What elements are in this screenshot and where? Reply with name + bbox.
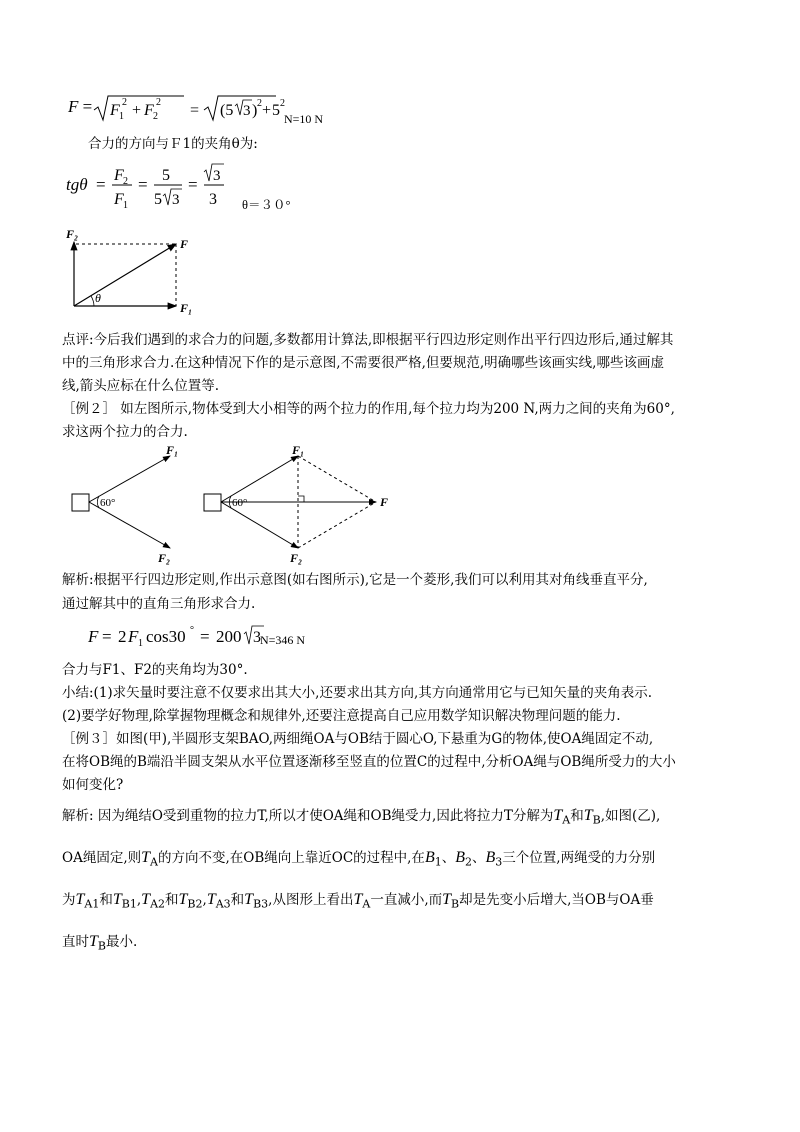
fig1-f1-label: F₁ — [180, 301, 193, 315]
svg-text:1: 1 — [119, 111, 124, 122]
example3-line-1: ［例３］如图(甲),半圆形支架BAO,两细绳OA与OB结于圆心O,下悬重为G的物体,使OA绳固定不动, — [62, 731, 654, 747]
svg-text:1: 1 — [138, 638, 143, 649]
svg-text:5: 5 — [272, 102, 280, 119]
svg-text:F: F — [128, 627, 139, 646]
right-f: F — [380, 495, 389, 509]
example3-line-2: 在将OB绳的B端沿半圆支架从水平位置逐渐移至竖直的位置C的过程中,分析OA绳与OB绳所受力的大小 — [62, 754, 676, 770]
summary-line-1: 小结:(1)求矢量时要注意不仅要求出其大小,还要求出其方向,其方向通常用它与已知矢量的夹角表示. — [62, 685, 653, 701]
left-angle: 60° — [100, 497, 116, 509]
svg-text:2: 2 — [123, 176, 128, 187]
t-b: T — [583, 807, 593, 824]
comment-line-1: 点评:今后我们遇到的求合力的问题,多数都用计算法,即根据平行四边形定则作出平行四边形后,通过解其 — [62, 332, 674, 348]
svg-text:3: 3 — [253, 629, 261, 646]
fig1-theta: θ — [95, 291, 101, 305]
left-box — [72, 494, 89, 511]
figure-two-forces — [70, 440, 410, 570]
svg-text:=: = — [138, 175, 148, 194]
left-f2: F₂ — [158, 551, 171, 565]
analysis3-line-4: 直时$T_B$最小. — [62, 933, 138, 953]
svg-text:3: 3 — [213, 168, 221, 184]
example2-line-1: ［例２］ 如左图所示,物体受到大小相等的两个拉力的作用,每个拉力均为200 N,两力之间的夹角为60°, — [62, 401, 675, 417]
eq1-result: N=10 N — [284, 112, 324, 126]
svg-text:°: ° — [190, 625, 194, 636]
svg-text:2: 2 — [118, 627, 127, 646]
resultant-vector — [74, 244, 176, 306]
svg-text:3: 3 — [243, 103, 251, 119]
right-f2: F₂ — [290, 551, 303, 565]
left-f1: F₁ — [166, 443, 179, 457]
svg-text:=: = — [102, 627, 112, 646]
analysis2-line-1: 解析:根据平行四边形定则,作出示意图(如右图所示),它是一个菱形,我们可以利用其对角线垂直平分, — [62, 572, 648, 588]
svg-text:F: F — [114, 191, 124, 208]
svg-text:=: = — [190, 102, 200, 119]
svg-text:(5: (5 — [220, 102, 234, 119]
svg-text:2: 2 — [280, 98, 285, 109]
example3-line-3: 如何变化? — [62, 777, 124, 793]
svg-text:=: = — [188, 175, 198, 194]
equation-resultant-magnitude: F = — [68, 97, 93, 116]
figure-force-rectangle — [64, 228, 204, 318]
analysis3-line-1: 解析: 因为绳结O受到重物的拉力T,所以才使OA绳和OB绳受力,因此将拉力T分解为$T_A$和$T_B$,如图(乙), — [62, 807, 661, 827]
svg-text:+: + — [132, 102, 142, 119]
svg-text:2: 2 — [257, 98, 262, 109]
analysis3-line-3: 为$T_{A1}$和$T_{B1},T_{A2}$和$T_{B2},T_{A3}$和$T_{B3}$,从图形上看出$T_A$一直减小,而$T_B$却是先变小后增大,当OB与OA垂 — [62, 891, 654, 911]
svg-text:3: 3 — [209, 191, 217, 208]
eq1-lhs: F — [68, 97, 79, 116]
svg-text:=: = — [200, 627, 210, 646]
svg-text:tgθ: tgθ — [66, 175, 88, 194]
svg-text:cos30: cos30 — [146, 627, 186, 646]
svg-text:=: = — [96, 175, 106, 194]
svg-text:F: F — [88, 627, 99, 646]
fig1-f2-label: F₂ — [66, 227, 79, 241]
comment-line-2: 中的三角形求合力.在这种情况下作的是示意图,不需要很严格,但要规范,明确哪些该画实线,哪些该画虚 — [62, 355, 664, 371]
example2-line-2: 求这两个拉力的合力. — [62, 424, 188, 440]
svg-text:3: 3 — [172, 192, 180, 208]
svg-text:2: 2 — [122, 97, 127, 108]
svg-text:+: + — [262, 102, 272, 119]
analysis2-line-2: 通过解其中的直角三角形求合力. — [62, 596, 256, 612]
svg-text:200: 200 — [216, 627, 242, 646]
svg-text:): ) — [252, 102, 258, 119]
summary-line-2: (2)要学好物理,除掌握物理概念和规律外,还要注意提高自己应用数学知识解决物理问题的能力. — [62, 708, 621, 724]
theta-value: θ＝３０° — [242, 198, 291, 212]
svg-text:5: 5 — [154, 191, 162, 208]
comment-line-3: 线,箭头应标在什么位置等. — [62, 378, 220, 394]
svg-text:F: F — [144, 102, 154, 119]
right-box — [204, 494, 221, 511]
angle-statement: 合力与F1、F2的夹角均为30°. — [62, 662, 248, 678]
svg-text:F: F — [114, 167, 124, 184]
svg-text:F: F — [110, 102, 120, 119]
t-a: T — [553, 807, 563, 824]
eq3-result: N=346 N — [260, 633, 306, 647]
direction-sentence: 合力的方向与Ｆ1的夹角θ为: — [88, 136, 258, 152]
right-angle: 60° — [232, 497, 248, 509]
fig1-f-label: F — [180, 237, 189, 251]
svg-text:5: 5 — [162, 167, 170, 184]
right-f1: F₁ — [292, 443, 305, 457]
svg-text:1: 1 — [123, 200, 128, 211]
svg-text:2: 2 — [156, 97, 161, 108]
analysis3-line-2: OA绳固定,则$T_A$的方向不变,在OB绳向上靠近OC的过程中,在$B_1$、$B_2$、$B_3$三个位置,两绳受的力分别 — [62, 849, 656, 869]
svg-text:2: 2 — [153, 111, 158, 122]
